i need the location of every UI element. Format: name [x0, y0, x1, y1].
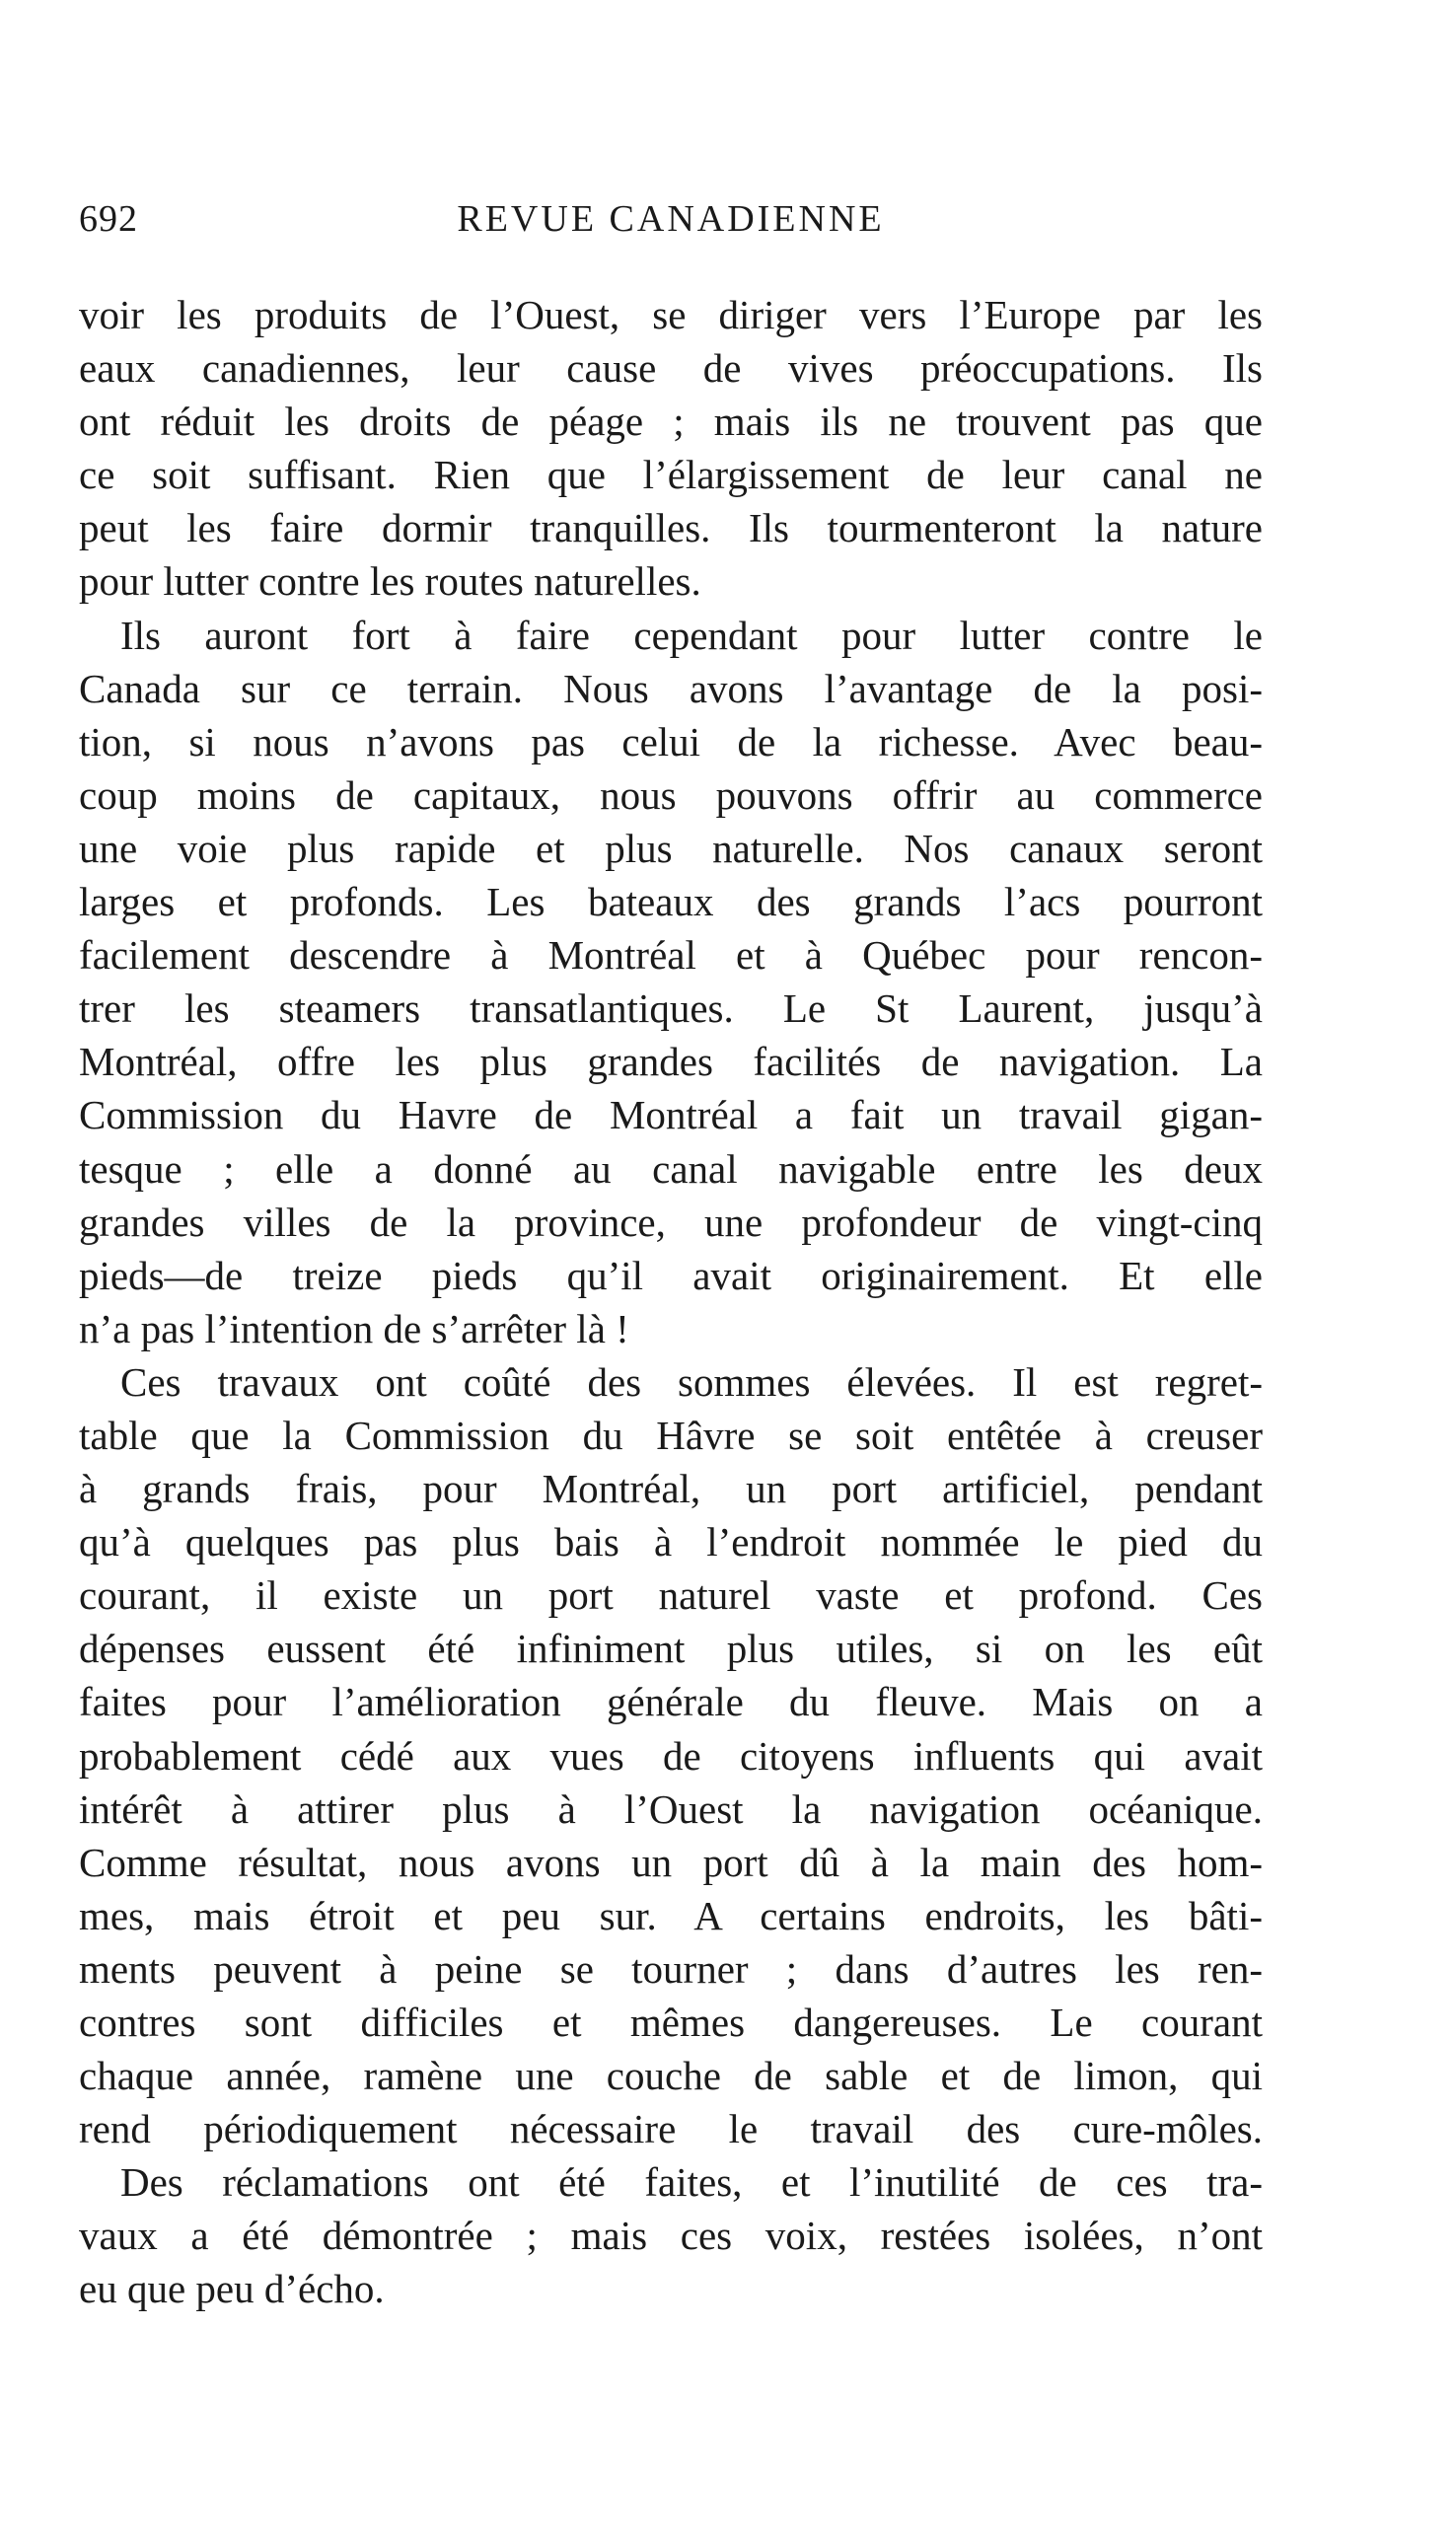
text-line: grandes villes de la province, une profondeur de vingt-cinq — [79, 1199, 1263, 1245]
text-line: peut les faire dormir tranquilles. Ils tourmenteront la nature — [79, 505, 1263, 551]
text-line: voir les produits de l’Ouest, se diriger vers l’Europe par les — [79, 292, 1263, 337]
text-line: une voie plus rapide et plus naturelle. Nos canaux seront — [79, 825, 1263, 871]
body-text — [79, 288, 1263, 2316]
text-line: n’a pas l’intention de s’arrêter là ! — [79, 1305, 629, 1351]
text-line: Commission du Havre de Montréal a fait un travail gigan- — [79, 1092, 1263, 1138]
text-line: table que la Commission du Hâvre se soit entêtée à creuser — [79, 1412, 1263, 1458]
text-line: tesque ; elle a donné au canal navigable entre les deux — [79, 1145, 1263, 1192]
text-line: chaque année, ramène une couche de sable et de limon, qui — [79, 2053, 1263, 2099]
text-line: ments peuvent à peine se tourner ; dans d’autres les ren- — [79, 1945, 1263, 1992]
text-line: pour lutter contre les routes naturelles. — [79, 558, 701, 605]
text-line: à grands frais, pour Montréal, un port artificiel, pendant — [79, 1466, 1263, 1512]
text-line: contres sont difficiles et mêmes dangereuses. Le courant — [79, 2000, 1263, 2045]
text-line: eu que peu d’écho. — [79, 2266, 385, 2312]
text-line: pieds—de treize pieds qu’il avait originairement. Et elle — [79, 1252, 1263, 1298]
text-line: mes, mais étroit et peu sur. A certains endroits, les bâti- — [79, 1892, 1263, 1938]
text-line: Ces travaux ont coûté des sommes élevées. Il est regret- — [120, 1358, 1263, 1405]
text-line: Comme résultat, nous avons un port dû à la main des hom- — [79, 1839, 1263, 1885]
text-line: facilement descendre à Montréal et à Québec pour rencon- — [79, 932, 1263, 979]
text-line: tion, si nous n’avons pas celui de la richesse. Avec beau- — [79, 718, 1263, 764]
text-line: dépenses eussent été infiniment plus utiles, si on les eût — [79, 1626, 1263, 1672]
text-line: larges et profonds. Les bateaux des grands l’acs pourront — [79, 879, 1263, 925]
text-line: ont réduit les droits de péage ; mais ils ne trouvent pas que — [79, 399, 1263, 445]
text-line: ce soit suffisant. Rien que l’élargissement de leur canal ne — [79, 452, 1263, 498]
text-line: Ils auront fort à faire cependant pour lutter contre le — [120, 612, 1263, 658]
page-number: 692 — [79, 198, 138, 240]
text-line: rend périodiquement nécessaire le travail des cure-môles. — [79, 2106, 1263, 2152]
text-line: trer les steamers transatlantiques. Le St Laurent, jusqu’à — [79, 985, 1263, 1032]
text-line: courant, il existe un port naturel vaste et profond. Ces — [79, 1572, 1263, 1619]
page-header — [79, 197, 1263, 247]
text-line: coup moins de capitaux, nous pouvons offrir au commerce — [79, 771, 1263, 818]
text-line: Canada sur ce terrain. Nous avons l’avantage de la posi- — [79, 665, 1263, 711]
running-title: REVUE CANADIENNE — [457, 198, 885, 240]
text-line: intérêt à attirer plus à l’Ouest la navigation océanique. — [79, 1785, 1263, 1832]
text-line: Des réclamations ont été faites, et l’inutilité de ces tra- — [120, 2159, 1263, 2206]
text-line: qu’à quelques pas plus bais à l’endroit nommée le pied du — [79, 1519, 1263, 1565]
text-line: Montréal, offre les plus grandes facilités de navigation. La — [79, 1039, 1263, 1085]
text-line: eaux canadiennes, leur cause de vives préoccupations. Ils — [79, 345, 1263, 392]
text-line: faites pour l’amélioration générale du fleuve. Mais on a — [79, 1679, 1263, 1725]
text-line: vaux a été démontrée ; mais ces voix, restées isolées, n’ont — [79, 2213, 1263, 2259]
text-line: probablement cédé aux vues de citoyens influents qui avait — [79, 1732, 1263, 1779]
